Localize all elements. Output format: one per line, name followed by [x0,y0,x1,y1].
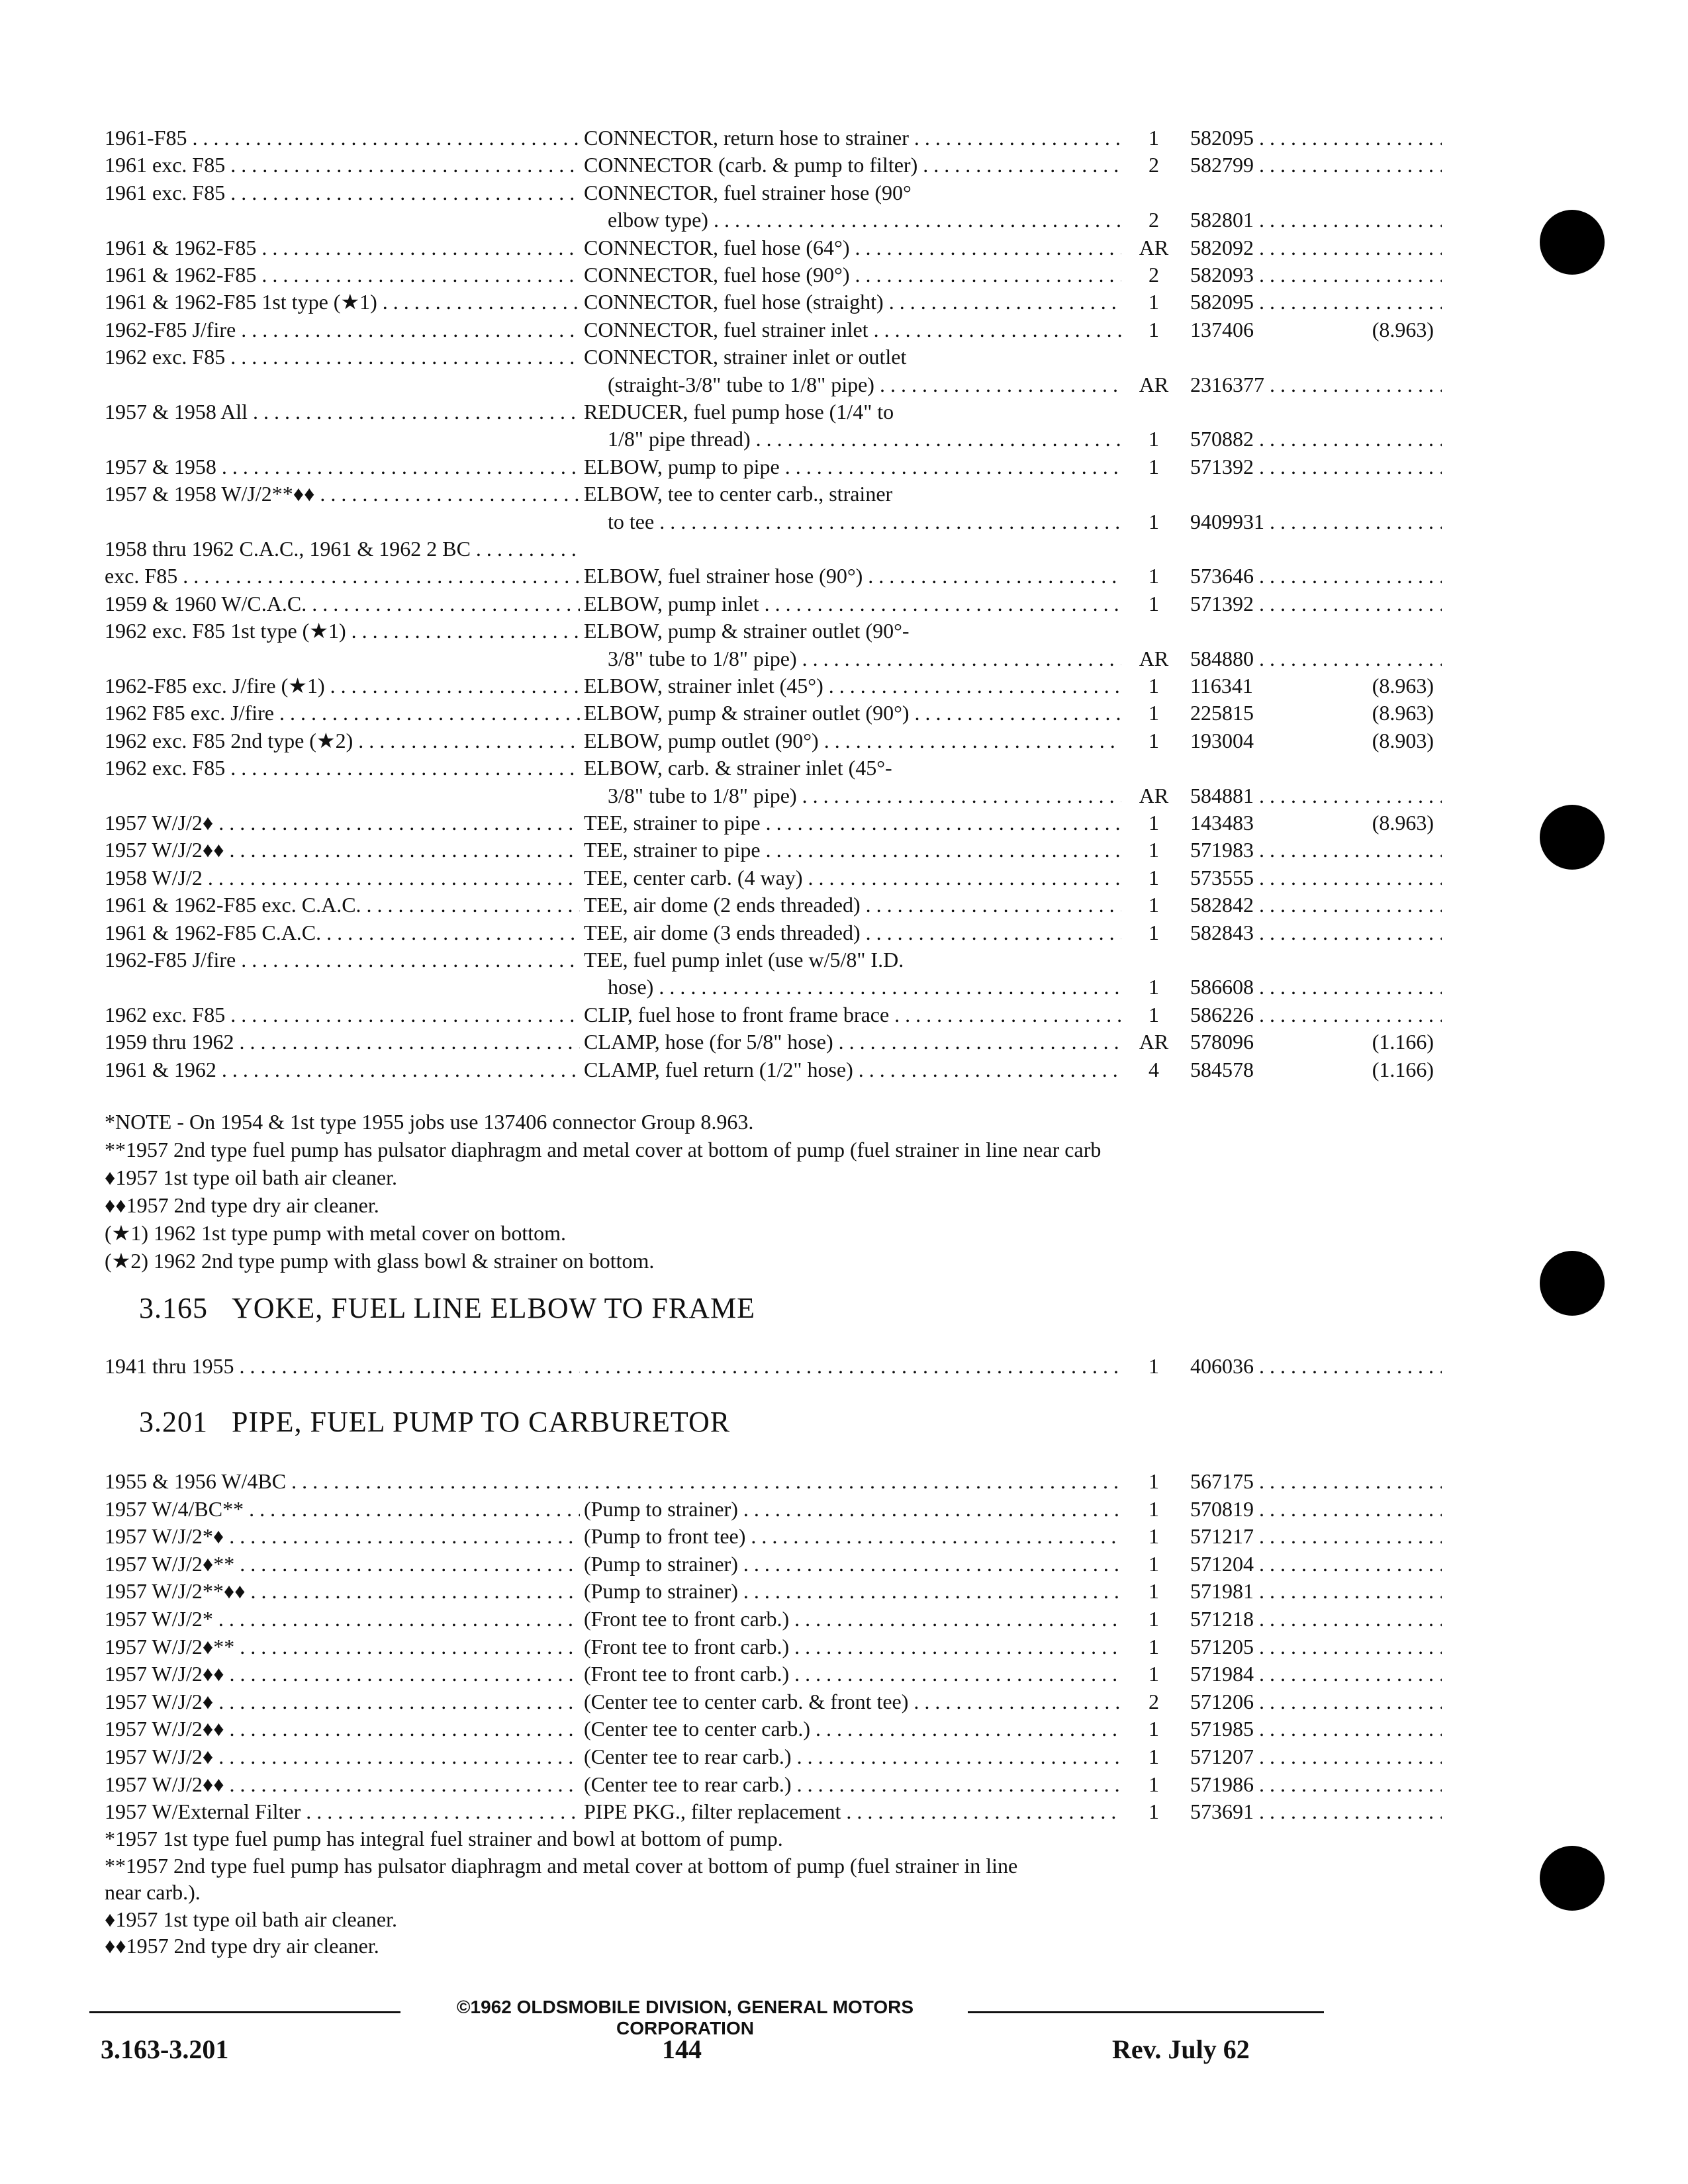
parts-row [105,260,1336,289]
quantity: 1 [1149,728,1159,752]
group-reference: (8.963) [1372,317,1434,341]
part-number: 584578 [1190,1057,1254,1081]
part-number: 586608 . . . [1190,972,1442,1001]
part-number: 582092 . . . [1190,233,1442,262]
part-number: 582801 . . . [1190,205,1442,234]
part-description: CONNECTOR, fuel strainer inlet . . . [584,315,1121,344]
parts-row [105,863,1336,892]
applicability: 1957 W/J/2♦♦ . . . [105,1770,580,1799]
footnote: (★2) 1962 2nd type pump with glass bowl & strainer on bottom. [105,1249,655,1273]
quantity: 1 [1149,317,1159,341]
quantity: 1 [1149,290,1159,314]
parts-row [105,808,1434,837]
applicability: 1961 & 1962 . . . [105,1055,580,1084]
part-description: (Center tee to center carb.) . . . [584,1714,1121,1743]
part-description: ELBOW, pump outlet (90°) . . . [584,726,1121,755]
applicability: 1961 & 1962-F85 exc. C.A.C. . . . [105,890,580,919]
footnote: ♦♦1957 2nd type dry air cleaner. [105,1193,379,1217]
applicability: 1957 & 1958 W/J/2**♦♦ . . . [105,479,580,508]
parts-row [105,1576,1336,1606]
parts-row [105,1027,1434,1056]
part-description: (Front tee to front carb.) . . . [584,1604,1121,1633]
quantity: AR [1139,783,1169,807]
part-description: ELBOW, carb. & strainer inlet (45°- [584,756,892,780]
part-description: (Front tee to front carb.) . . . [584,1659,1121,1688]
quantity: 1 [1149,591,1159,615]
part-number: 571392 . . . [1190,589,1442,618]
applicability: 1961 exc. F85 . . . [105,178,580,207]
parts-row [105,452,1336,481]
applicability: 1958 W/J/2 . . . [105,863,580,892]
applicability: 1958 thru 1962 C.A.C., 1961 & 1962 2 BC . . . [105,534,580,563]
applicability: 1962 exc. F85 1st type (★1) . . . [105,616,580,645]
parts-row [105,972,1336,1001]
part-description: CONNECTOR, fuel hose (straight) . . . [584,287,1121,316]
parts-row [105,616,1336,645]
group-reference: (1.166) [1372,1057,1434,1081]
part-number: 571205 . . . [1190,1632,1442,1661]
part-description: (straight-3/8" tube to 1/8" pipe) . . . [608,370,1121,399]
part-description: (Pump to front tee) . . . [584,1522,1121,1551]
quantity: 2 [1149,153,1159,177]
part-number: 2316377 . . . [1190,370,1442,399]
parts-row [105,1770,1336,1799]
part-description: (Pump to strainer) . . . [584,1576,1121,1606]
parts-row [105,1797,1336,1826]
footer-page-number: 144 [662,2034,702,2064]
parts-row [105,918,1336,947]
part-description: (Front tee to front carb.) . . . [584,1632,1121,1661]
section-heading [139,1405,730,1439]
part-number: 406036 . . . [1190,1351,1442,1381]
part-description: 3/8" tube to 1/8" pipe) . . . [608,644,1121,673]
quantity: 1 [1149,126,1159,150]
part-description: CLIP, fuel hose to front frame brace . . . [584,1000,1121,1029]
parts-row [105,205,1336,234]
part-description: PIPE PKG., filter replacement . . . [584,1797,1121,1826]
part-number: 582842 . . . [1190,890,1442,919]
quantity: 1 [1149,564,1159,588]
part-description: ELBOW, tee to center carb., strainer [584,482,893,506]
part-description: ELBOW, pump & strainer outlet (90°- [584,619,910,643]
applicability: 1957 W/J/2♦♦ . . . [105,1714,580,1743]
part-number: 570882 . . . [1190,424,1442,453]
parts-row [105,753,1336,782]
quantity: 1 [1149,893,1159,917]
part-description: ELBOW, pump inlet . . . [584,589,1121,618]
part-description: TEE, center carb. (4 way) . . . [584,863,1121,892]
applicability: 1941 thru 1955 . . . [105,1351,580,1381]
quantity: 1 [1149,1799,1159,1824]
part-number: 571207 . . . [1190,1742,1442,1771]
parts-row [105,534,1336,563]
punch-hole [1540,1846,1605,1911]
parts-row [105,589,1336,618]
parts-row [105,1549,1336,1578]
part-description: TEE, strainer to pipe . . . [584,808,1121,837]
parts-row [105,644,1336,673]
part-description: TEE, air dome (2 ends threaded) . . . [584,890,1121,919]
footnote: ♦1957 1st type oil bath air cleaner. [105,1165,397,1189]
punch-hole [1540,210,1605,275]
part-number: 582799 . . . [1190,150,1442,179]
applicability: 1957 W/J/2♦ . . . [105,808,580,837]
section-title: YOKE, FUEL LINE ELBOW TO FRAME [232,1292,756,1324]
parts-row [105,1055,1434,1084]
applicability: 1961 exc. F85 . . . [105,150,580,179]
part-description: CLAMP, hose (for 5/8" hose) . . . [584,1027,1121,1056]
parts-row [105,150,1336,179]
part-number: 586226 . . . [1190,1000,1442,1029]
applicability: 1962 exc. F85 . . . [105,1000,580,1029]
footnote: ♦♦1957 2nd type dry air cleaner. [105,1934,379,1958]
quantity: 1 [1149,1354,1159,1378]
part-number: 582093 . . . [1190,260,1442,289]
part-number: 143483 [1190,811,1254,835]
applicability: 1957 W/J/2* . . . [105,1604,580,1633]
part-number: 573691 . . . [1190,1797,1442,1826]
part-description: 3/8" tube to 1/8" pipe) . . . [608,781,1121,810]
footnote: (★1) 1962 1st type pump with metal cover on bottom. [105,1221,567,1245]
quantity: 1 [1149,1469,1159,1493]
quantity: 4 [1149,1057,1159,1081]
group-reference: (8.903) [1372,728,1434,752]
part-number: 193004 [1190,728,1254,752]
part-description: ELBOW, pump & strainer outlet (90°) . . . [584,698,1121,727]
part-number: 567175 . . . [1190,1467,1442,1496]
quantity: AR [1139,235,1169,259]
part-number: 137406 [1190,317,1254,341]
parts-row [105,424,1336,453]
applicability: 1957 W/J/2♦ . . . [105,1687,580,1716]
footnote: near carb.). [105,1880,201,1904]
quantity: 1 [1149,1662,1159,1686]
applicability: 1962 exc. F85 . . . [105,342,580,371]
quantity: 1 [1149,1579,1159,1604]
parts-row [105,507,1336,536]
part-number: 573646 . . . [1190,561,1442,590]
quantity: 1 [1149,1745,1159,1768]
applicability: 1959 thru 1962 . . . [105,1027,580,1056]
part-number: 571986 . . . [1190,1770,1442,1799]
quantity: 1 [1149,1607,1159,1631]
part-description: TEE, air dome (3 ends threaded) . . . [584,918,1121,947]
parts-row [105,698,1434,727]
part-description: CONNECTOR, fuel strainer hose (90° [584,180,912,205]
quantity: 1 [1149,1524,1159,1549]
parts-row [105,123,1336,152]
footer-revision: Rev. July 62 [1112,2034,1250,2064]
part-description-leader [584,1351,1121,1381]
parts-row [105,835,1336,864]
quantity: 1 [1149,1634,1159,1659]
part-description: CONNECTOR (carb. & pump to filter) . . . [584,150,1121,179]
applicability: 1955 & 1956 W/4BC . . . [105,1467,580,1496]
quantity: 1 [1149,1717,1159,1741]
part-number: 584881 . . . [1190,781,1442,810]
quantity: AR [1139,1030,1169,1054]
part-number: 582095 . . . [1190,287,1442,316]
quantity: 2 [1149,263,1159,287]
quantity: 1 [1149,701,1159,725]
part-description: (Center tee to rear carb.) . . . [584,1742,1121,1771]
part-description: REDUCER, fuel pump hose (1/4" to [584,400,894,424]
part-description: ELBOW, pump to pipe . . . [584,452,1121,481]
part-description: ELBOW, strainer inlet (45°) . . . [584,671,1121,700]
quantity: 1 [1149,811,1159,835]
parts-row [105,1351,1336,1381]
quantity: 1 [1149,509,1159,533]
section-title: PIPE, FUEL PUMP TO CARBURETOR [232,1406,731,1438]
footnote: **1957 2nd type fuel pump has pulsator diaphragm and metal cover at bottom of pump (fuel strainer in line near carb [105,1138,1102,1161]
footer-section-range: 3.163-3.201 [101,2034,229,2064]
quantity: 1 [1149,1772,1159,1796]
footer-copyright: ©1962 OLDSMOBILE DIVISION, GENERAL MOTORS CORPORATION [456,1997,914,2038]
punch-hole [1540,805,1605,870]
applicability: 1962 F85 exc. J/fire . . . [105,698,580,727]
parts-row [105,178,1336,207]
parts-row [105,1000,1336,1029]
parts-row [105,1632,1336,1661]
quantity: 1 [1149,975,1159,999]
part-number: 584880 . . . [1190,644,1442,673]
quantity: 1 [1149,674,1159,698]
quantity: 1 [1149,427,1159,451]
parts-row [105,671,1434,700]
part-number: 571981 . . . [1190,1576,1442,1606]
applicability: 1961 & 1962-F85 . . . [105,233,580,262]
part-description: CONNECTOR, return hose to strainer . . . [584,123,1121,152]
applicability: 1957 & 1958 All . . . [105,397,580,426]
applicability: 1957 & 1958 . . . [105,452,580,481]
part-number: 571206 . . . [1190,1687,1442,1716]
part-description: (Pump to strainer) . . . [584,1549,1121,1578]
parts-row [105,1494,1336,1524]
applicability: 1962 exc. F85 2nd type (★2) . . . [105,726,580,755]
part-number: 571204 . . . [1190,1549,1442,1578]
part-description: hose) . . . [608,972,1121,1001]
parts-row [105,1467,1336,1496]
part-description: TEE, strainer to pipe . . . [584,835,1121,864]
part-description: CONNECTOR, fuel hose (90°) . . . [584,260,1121,289]
part-description: (Pump to strainer) . . . [584,1494,1121,1524]
quantity: AR [1139,372,1169,396]
applicability: 1961 & 1962-F85 1st type (★1) . . . [105,287,580,316]
footnote: *NOTE - On 1954 & 1st type 1955 jobs use 137406 connector Group 8.963. [105,1110,754,1134]
part-description: (Center tee to center carb. & front tee) . . . [584,1687,1121,1716]
parts-row [105,315,1434,344]
part-description: elbow type) . . . [608,205,1121,234]
part-description: CONNECTOR, fuel hose (64°) . . . [584,233,1121,262]
parts-row [105,342,1336,371]
part-number: 582095 . . . [1190,123,1442,152]
part-number: 570819 . . . [1190,1494,1442,1524]
parts-row [105,233,1336,262]
applicability: 1962 exc. F85 . . . [105,753,580,782]
applicability: 1957 W/External Filter . . . [105,1797,580,1826]
applicability: 1961-F85 . . . [105,123,580,152]
parts-row [105,1522,1336,1551]
applicability: 1957 W/J/2**♦♦ . . . [105,1576,580,1606]
part-description-leader [584,1467,1121,1496]
footnote: *1957 1st type fuel pump has integral fuel strainer and bowl at bottom of pump. [105,1827,783,1850]
applicability: 1961 & 1962-F85 . . . [105,260,580,289]
parts-row [105,479,1336,508]
applicability: 1957 W/J/2♦ . . . [105,1742,580,1771]
applicability: 1957 W/J/2♦♦ . . . [105,1659,580,1688]
quantity: 1 [1149,1551,1159,1576]
footer-rule-left [89,2011,400,2013]
parts-row [105,561,1336,590]
part-number: 571218 . . . [1190,1604,1442,1633]
section-number: 3.201 [139,1406,208,1438]
quantity: 1 [1149,1002,1159,1026]
quantity: 2 [1149,208,1159,232]
group-reference: (8.963) [1372,674,1434,698]
applicability: 1959 & 1960 W/C.A.C. . . . [105,589,580,618]
part-number: 582843 . . . [1190,918,1442,947]
quantity: 1 [1149,1496,1159,1521]
applicability: 1957 W/J/2*♦ . . . [105,1522,580,1551]
part-number: 571984 . . . [1190,1659,1442,1688]
part-number: 573555 . . . [1190,863,1442,892]
quantity: 1 [1149,838,1159,862]
section-heading [139,1291,755,1325]
section-number: 3.165 [139,1292,208,1324]
parts-row [105,890,1336,919]
part-number: 9409931 . . . [1190,507,1442,536]
applicability: 1962-F85 J/fire . . . [105,315,580,344]
quantity: 1 [1149,454,1159,478]
part-number: 578096 [1190,1030,1254,1054]
group-reference: (8.963) [1372,701,1434,725]
part-description: (Center tee to rear carb.) . . . [584,1770,1121,1799]
parts-row [105,726,1434,755]
group-reference: (8.963) [1372,811,1434,835]
applicability: 1957 W/J/2♦** . . . [105,1549,580,1578]
part-number: 571392 . . . [1190,452,1442,481]
punch-hole [1540,1251,1605,1316]
parts-row [105,1659,1336,1688]
applicability: 1961 & 1962-F85 C.A.C. . . . [105,918,580,947]
quantity: 1 [1149,920,1159,944]
applicability: 1957 W/4/BC** . . . [105,1494,580,1524]
footnote: ♦1957 1st type oil bath air cleaner. [105,1907,397,1931]
parts-row [105,1742,1336,1771]
parts-row [105,1604,1336,1633]
part-description: to tee . . . [608,507,1121,536]
parts-row [105,287,1336,316]
part-description: ELBOW, fuel strainer hose (90°) . . . [584,561,1121,590]
parts-row [105,781,1336,810]
quantity: 2 [1149,1689,1159,1713]
parts-row [105,1714,1336,1743]
part-number: 116341 [1190,674,1253,698]
part-description: CLAMP, fuel return (1/2" hose) . . . [584,1055,1121,1084]
parts-row [105,1687,1336,1716]
part-description: CONNECTOR, strainer inlet or outlet [584,345,907,369]
part-number: 571985 . . . [1190,1714,1442,1743]
part-number: 225815 [1190,701,1254,725]
applicability: 1962-F85 J/fire . . . [105,945,580,974]
applicability: 1962-F85 exc. J/fire (★1) . . . [105,671,580,700]
applicability: exc. F85 . . . [105,561,580,590]
footnote: **1957 2nd type fuel pump has pulsator diaphragm and metal cover at bottom of pump (fuel strainer in line [105,1853,1018,1878]
part-description: 1/8" pipe thread) . . . [608,424,1121,453]
footer-rule-right [968,2011,1324,2013]
part-number: 571217 . . . [1190,1522,1442,1551]
quantity: AR [1139,646,1169,670]
group-reference: (1.166) [1372,1030,1434,1054]
quantity: 1 [1149,865,1159,889]
parts-row [105,397,1336,426]
applicability: 1957 W/J/2♦** . . . [105,1632,580,1661]
applicability: 1957 W/J/2♦♦ . . . [105,835,580,864]
parts-row [105,945,1336,974]
parts-row [105,370,1336,399]
part-number: 571983 . . . [1190,835,1442,864]
part-description: TEE, fuel pump inlet (use w/5/8" I.D. [584,948,904,972]
